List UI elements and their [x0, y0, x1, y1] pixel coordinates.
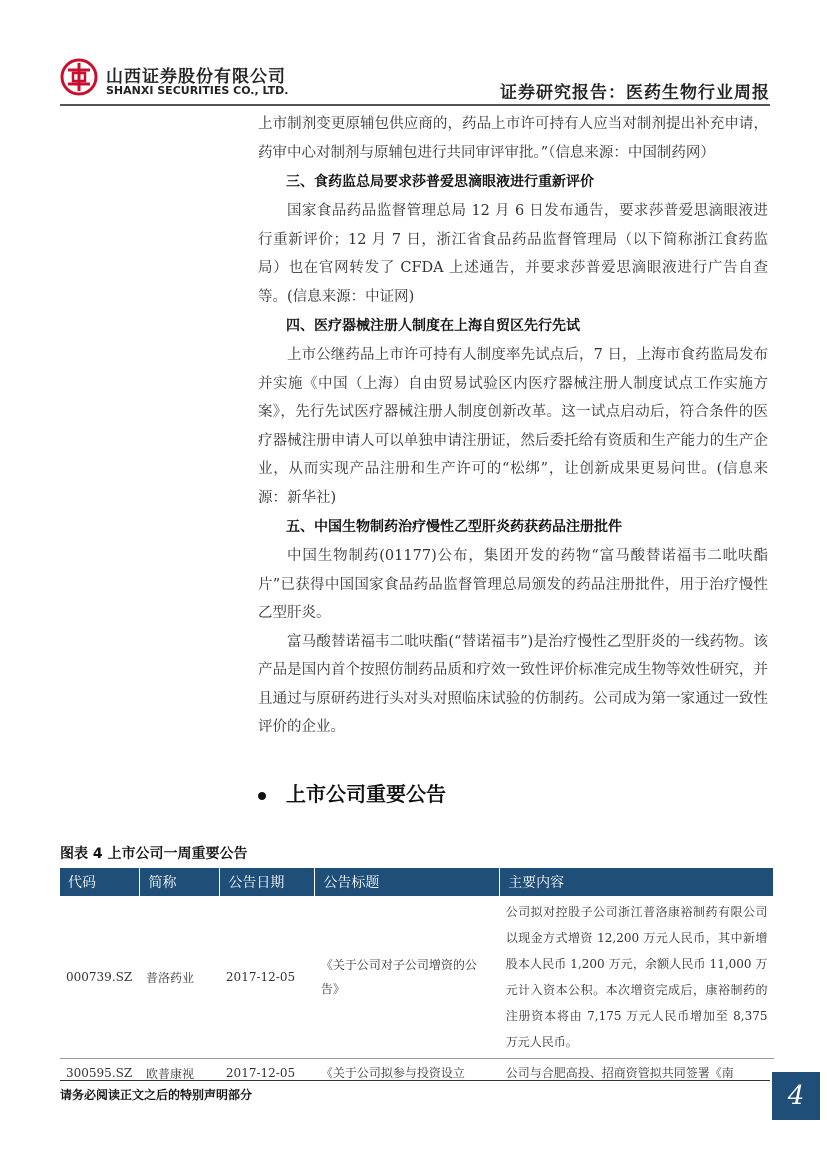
cell-name: 欧普康视: [145, 1066, 194, 1081]
paragraph-continued: 上市制剂变更原辅包供应商的，药品上市许可持有人应当对制剂提出补充申请，药审中心对制剂与原辅包进行共同审评审批。”（信息来源：中国制药网）: [258, 116, 768, 161]
subheading-5: 五、中国生物制药治疗慢性乙型肝炎药获药品注册批件: [286, 519, 622, 535]
announcement-table: [60, 868, 774, 1087]
subheading-4: 四、医疗器械注册人制度在上海自贸区先行先试: [286, 318, 580, 334]
section-title-text: 上市公司重要公告: [286, 782, 446, 806]
column-header-name: 简称: [140, 868, 220, 896]
table-row: [60, 1059, 774, 1088]
paragraph-5b: 富马酸替诺福韦二吡呋酯(“替诺福韦”)是治疗慢性乙型肝炎的一线药物。该产品是国内首个按照仿制药品质和疗效一致性评价标准完成生物等效性研究，并且通过与原研药进行头对头对照临床试验的仿制药。公司成为第一家通过一致性评价的企业。: [258, 633, 768, 735]
footer-divider: [60, 1080, 770, 1081]
report-title: 证券研究报告：医药生物行业周报: [500, 83, 770, 103]
footer-disclaimer: 请务必阅读正文之后的特别声明部分: [60, 1088, 253, 1102]
cell-date: 2017-12-05: [225, 1066, 296, 1080]
cell-title: 《关于公司对子公司增资的公告》: [315, 896, 500, 1059]
cell-code: 300595.SZ: [66, 1066, 133, 1080]
column-header-title: 公告标题: [315, 868, 500, 896]
article-body: [258, 110, 768, 742]
subheading-3: 三、食药监总局要求莎普爱思滴眼液进行重新评价: [286, 174, 594, 190]
cell-date: 2017-12-05: [220, 896, 315, 1059]
header-divider: [60, 104, 770, 106]
bullet-icon: [258, 792, 266, 800]
cell-name: 普洛药业: [140, 896, 220, 1059]
cell-title: 《关于公司拟参与投资设立: [320, 1066, 465, 1080]
section-title: [258, 778, 446, 807]
company-logo-icon: [60, 58, 98, 96]
company-name-en: SHANXI SECURITIES CO., LTD.: [106, 84, 289, 97]
company-name-cn: 山西证券股份有限公司: [106, 67, 286, 87]
table-row: [60, 896, 774, 1059]
figure-caption: 图表 4 上市公司一周重要公告: [60, 846, 248, 862]
cell-content: 公司与合肥高投、招商资管拟共同签署《南: [505, 1066, 734, 1080]
column-header-code: 代码: [60, 868, 140, 896]
paragraph-4: 上市公继药品上市许可持有人制度率先试点后，7 日，上海市食药监局发布并实施《中国（上海）自由贸易试验区内医疗器械注册人制度试点工作实施方案》，先行先试医疗器械注册人制度创新改革。这一试点启动后，符合条件的医疗器械注册申请人可以单独申请注册证，然后委托给有资质和生产能力的生产企业，从而实现产品注册和生产许可的“松绑”，让创新成果更易问世。(信息来源：新华社): [258, 347, 768, 506]
cell-code: 000739.SZ: [60, 896, 140, 1059]
paragraph-3: 国家食品药品监督管理总局 12 月 6 日发布通告，要求莎普爱思滴眼液进行重新评价；12 月 7 日，浙江省食品药品监督管理局（以下简称浙江食药监局）也在官网转发了 CFDA 上述通告，并要求莎普爱思滴眼液进行广告自查等。(信息来源：中证网): [258, 203, 768, 305]
cell-content: 公司拟对控股子公司浙江普洛康裕制药有限公司以现金方式增资 12,200 万元人民币，其中新增股本人民币 1,200 万元，余额人民币 11,000 万元计入资本公积。本次增资完成后，康裕制药的注册资本将由 7,175 万元人民币增加至 8,375 万元人民币。: [500, 896, 774, 1059]
column-header-content: 主要内容: [500, 868, 774, 896]
paragraph-5a: 中国生物制药(01177)公布，集团开发的药物“富马酸替诺福韦二吡呋酯片”已获得中国国家食品药品监督管理总局颁发的药品注册批件，用于治疗慢性乙型肝炎。: [258, 548, 768, 621]
table-header-row: [60, 868, 774, 896]
column-header-date: 公告日期: [220, 868, 315, 896]
page-header: [60, 56, 770, 104]
page-number: 4: [772, 1072, 820, 1120]
